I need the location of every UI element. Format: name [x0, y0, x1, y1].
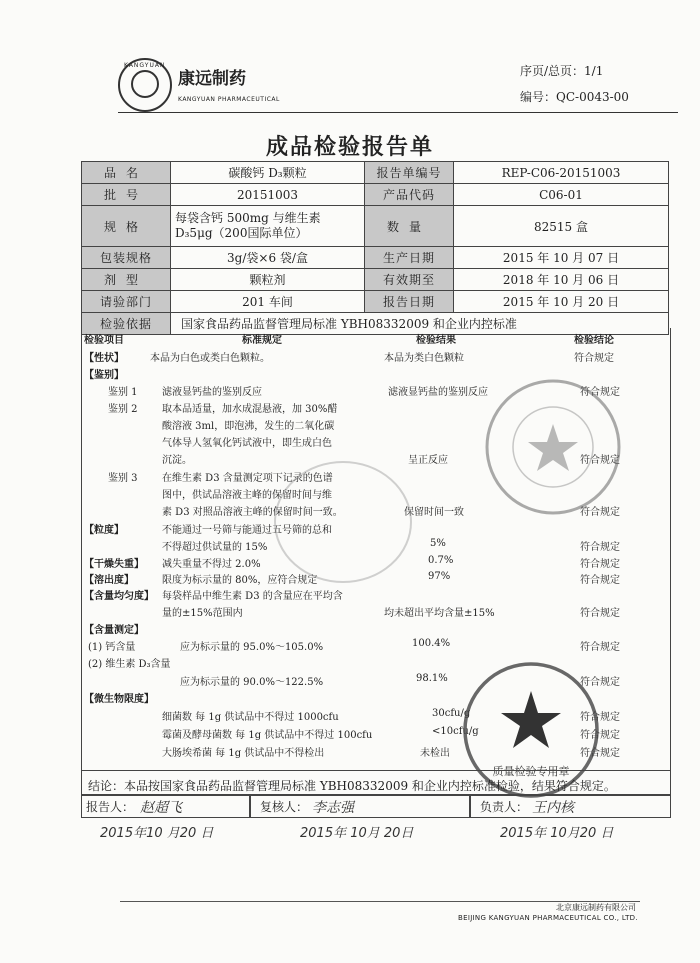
value-cell: 颗粒剂	[171, 269, 365, 291]
item-standard: 本品为白色或类白色颗粒。	[150, 353, 270, 364]
company-name-en: KANGYUAN PHARMACEUTICAL	[178, 96, 280, 103]
item-name: 【溶出度】	[84, 575, 134, 586]
item-name: 【微生物限度】	[84, 694, 154, 705]
item-standard: 每袋样品中维生素 D3 的含量应在平均含	[162, 591, 343, 602]
item-conclusion: 符合规定	[580, 542, 620, 553]
column-header-standard: 标准规定	[242, 335, 282, 346]
reporter-date: 2015年10 月20 日	[100, 826, 214, 841]
item-name: 【鉴别】	[84, 370, 124, 381]
item-standard: 减失重量不得过 2.0%	[162, 559, 261, 570]
info-table	[81, 161, 669, 335]
value-cell: 3g/袋×6 袋/盒	[171, 247, 365, 269]
item-conclusion: 符合规定	[580, 455, 620, 466]
label-cell: 剂型	[82, 269, 171, 291]
item-result: 滤液显钙盐的鉴别反应	[388, 387, 488, 398]
label-cell: 报告单编号	[365, 162, 454, 184]
table-row	[82, 206, 669, 247]
label-cell: 规格	[82, 206, 171, 247]
item-name: (2) 维生素 D₃含量	[88, 659, 171, 670]
reviewer-date: 2015年 10月 20日	[300, 826, 414, 841]
item-standard: 应为标示量的 90.0%～122.5%	[180, 677, 324, 688]
owner-date: 2015年 10月20 日	[500, 826, 614, 841]
footer-company-cn: 北京康远制药有限公司	[556, 903, 636, 912]
basis-value: 国家食品药品监督管理局标准 YBH08332009 和企业内控标准	[171, 313, 669, 335]
document-number: 编号：QC-0043-00	[520, 90, 629, 104]
reviewer-cell	[249, 794, 471, 818]
value-cell: 碳酸钙 D₃颗粒	[171, 162, 365, 184]
table-row	[82, 247, 669, 269]
label-cell: 批号	[82, 184, 171, 206]
item-standard: 霉菌及酵母菌数 每 1g 供试品中不得过 100cfu	[162, 730, 373, 741]
item-standard: 图中，供试品溶液主峰的保留时间与维	[162, 490, 332, 501]
owner-label: 负责人：	[480, 800, 529, 814]
value-cell: 2015 年 10 月 20 日	[454, 291, 669, 313]
item-conclusion: 符合规定	[580, 559, 620, 570]
item-result: 98.1%	[416, 673, 448, 684]
label-cell: 报告日期	[365, 291, 454, 313]
item-conclusion: 符合规定	[580, 575, 620, 586]
label-cell: 产品代码	[365, 184, 454, 206]
item-standard: 不能通过一号筛与能通过五号筛的总和	[162, 525, 332, 536]
item-result: 97%	[428, 571, 451, 582]
label-cell: 包装规格	[82, 247, 171, 269]
item-standard: 素 D3 对照品溶液主峰的保留时间一致。	[162, 507, 343, 518]
item-result: 均未超出平均含量±15%	[384, 608, 495, 619]
value-cell: REP-C06-20151003	[454, 162, 669, 184]
faded-stamp	[268, 452, 418, 592]
column-header-result: 检验结果	[416, 335, 456, 346]
item-result: 未检出	[420, 748, 450, 759]
item-standard: 滤液显钙盐的鉴别反应	[162, 387, 262, 398]
page-title: 成品检验报告单	[265, 134, 434, 160]
item-conclusion: 符合规定	[580, 608, 620, 619]
item-standard: 限度为标示量的 80%，应符合规定	[162, 575, 318, 586]
item-name: 【性状】	[84, 353, 124, 364]
item-standard: 取本品适量，加水成混悬液，加 30%醋	[162, 404, 338, 415]
item-result: 0.7%	[428, 555, 454, 566]
footer-company-en: BEIJING KANGYUAN PHARMACEUTICAL CO., LTD.	[458, 914, 638, 922]
table-row	[82, 162, 669, 184]
column-header-item: 检验项目	[84, 335, 124, 346]
company-name-cn: 康远制药	[178, 69, 246, 89]
item-conclusion: 符合规定	[580, 748, 620, 759]
value-cell: 每袋含钙 500mg 与维生素 D₃5μg（200国际单位）	[171, 206, 365, 247]
item-standard: 不得超过供试量的 15%	[162, 542, 268, 553]
column-header-conclusion: 检验结论	[574, 335, 614, 346]
logo-emblem	[131, 70, 159, 98]
logo-ring-text: KANGYUAN	[124, 62, 166, 69]
owner-signature: 王内核	[532, 800, 574, 816]
table-row	[82, 291, 669, 313]
item-standard: 量的±15%范围内	[162, 608, 243, 619]
item-conclusion: 符合规定	[580, 642, 620, 653]
item-name: (1) 钙含量	[88, 642, 136, 653]
item-name: 【含量均匀度】	[84, 591, 154, 602]
seal-subtitle: 质量检验专用章	[492, 765, 570, 778]
item-conclusion: 符合规定	[574, 353, 614, 364]
value-cell: 20151003	[171, 184, 365, 206]
value-cell: 82515 盒	[454, 206, 669, 247]
item-standard: 沉淀。	[162, 455, 192, 466]
company-seal-stamp-top	[478, 372, 628, 522]
item-conclusion: 符合规定	[580, 677, 620, 688]
label-cell: 品名	[82, 162, 171, 184]
item-result: 5%	[430, 538, 446, 549]
item-result: 本品为类白色颗粒	[384, 353, 464, 364]
owner-cell	[469, 794, 671, 818]
value-cell: 2018 年 10 月 06 日	[454, 269, 669, 291]
item-result: 呈正反应	[408, 455, 448, 466]
label-cell: 生产日期	[365, 247, 454, 269]
label-cell: 数量	[365, 206, 454, 247]
item-standard: 应为标示量的 95.0%～105.0%	[180, 642, 324, 653]
item-name: 鉴别 3	[108, 473, 138, 484]
item-result: 30cfu/g	[432, 708, 471, 719]
reporter-cell	[81, 794, 251, 818]
item-standard: 酸溶液 3ml，即泡沸，发生的二氧化碳	[162, 421, 335, 432]
item-name: 鉴别 2	[108, 404, 138, 415]
item-standard: 细菌数 每 1g 供试品中不得过 1000cfu	[162, 712, 339, 723]
item-result: 100.4%	[412, 638, 451, 649]
label-cell: 检验依据	[82, 313, 171, 335]
conclusion-text: 结论：本品按国家食品药品监督管理局标准 YBH08332009 和企业内控标准检验，结果符合规定。	[88, 779, 616, 793]
value-cell: 201 车间	[171, 291, 365, 313]
item-name: 【含量测定】	[84, 625, 144, 636]
item-standard: 在维生素 D3 含量测定项下记录的色谱	[162, 473, 333, 484]
item-name: 鉴别 1	[108, 387, 138, 398]
reporter-signature: 赵超飞	[140, 800, 182, 816]
reviewer-label: 复核人：	[260, 800, 309, 814]
value-cell: 2015 年 10 月 07 日	[454, 247, 669, 269]
reviewer-signature: 李志强	[312, 800, 354, 816]
header-divider	[118, 112, 678, 113]
item-name: 【干燥失重】	[84, 559, 144, 570]
item-conclusion: 符合规定	[580, 730, 620, 741]
reporter-label: 报告人：	[86, 800, 135, 814]
label-cell: 请验部门	[82, 291, 171, 313]
item-conclusion: 符合规定	[580, 387, 620, 398]
value-cell: C06-01	[454, 184, 669, 206]
item-result: 保留时间一致	[404, 507, 464, 518]
table-row	[82, 269, 669, 291]
item-standard: 大肠埃希菌 每 1g 供试品中不得检出	[162, 748, 325, 759]
page-info: 序页/总页：1/1	[520, 64, 604, 78]
table-row	[82, 184, 669, 206]
item-name: 【粒度】	[84, 525, 124, 536]
item-result: <10cfu/g	[432, 726, 479, 737]
label-cell: 有效期至	[365, 269, 454, 291]
item-standard: 气体导人氢氧化钙试液中，即生成白色	[162, 438, 332, 449]
item-conclusion: 符合规定	[580, 507, 620, 518]
item-conclusion: 符合规定	[580, 712, 620, 723]
